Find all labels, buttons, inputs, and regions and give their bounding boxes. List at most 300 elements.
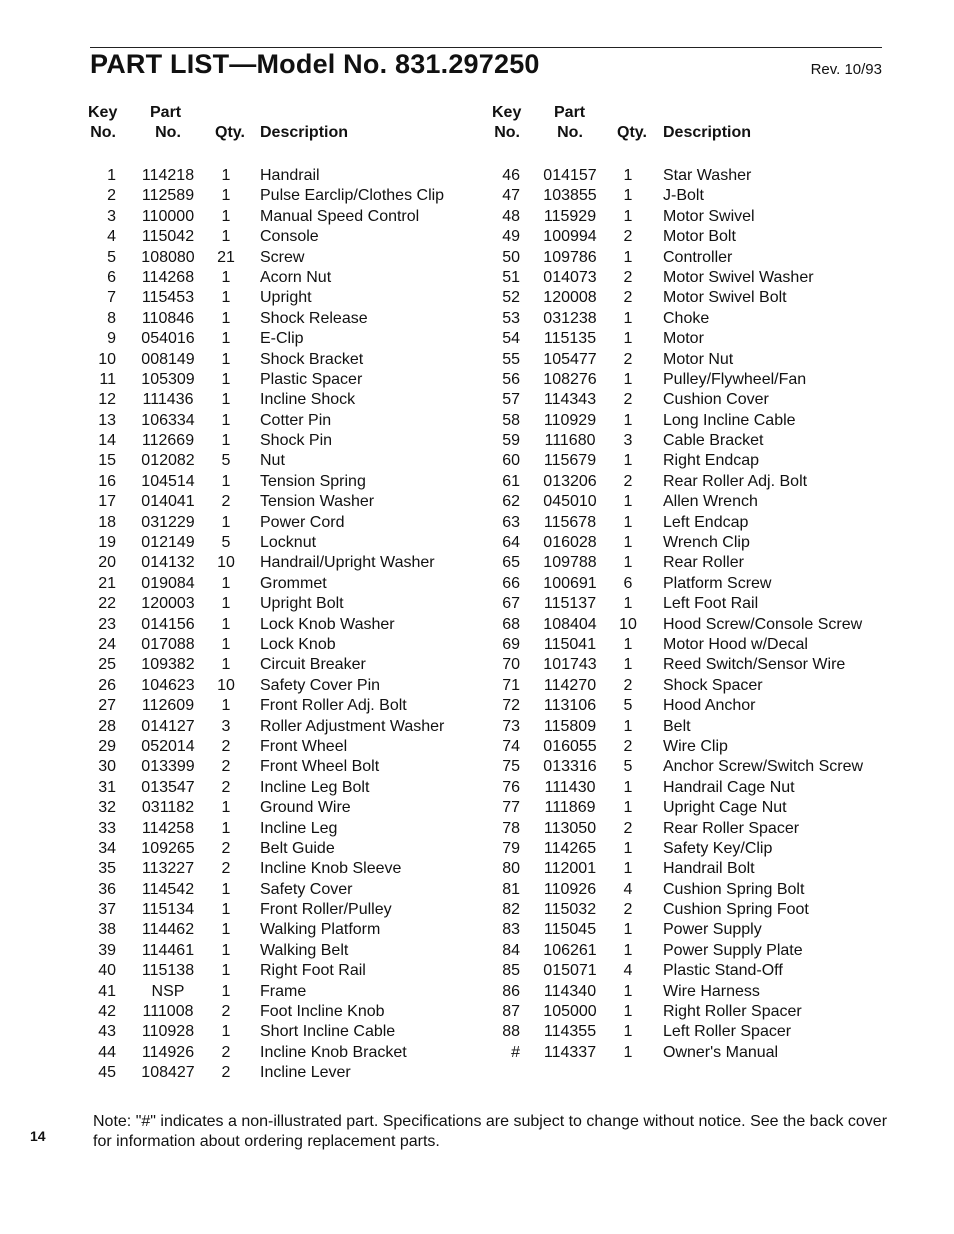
header-part-no: No.: [155, 124, 181, 141]
part-no-cell: 113106: [543, 697, 597, 715]
qty-cell: 1: [221, 901, 231, 919]
part-no-cell: 109786: [543, 248, 597, 266]
part-no-cell: 014127: [141, 717, 195, 735]
part-no-cell: 019084: [141, 574, 195, 592]
description-cell: Acorn Nut: [260, 268, 332, 286]
part-no-cell: 108427: [141, 1064, 195, 1082]
key-no-cell: 69: [502, 635, 520, 653]
qty-cell: 2: [623, 391, 633, 409]
description-cell: Pulley/Flywheel/Fan: [663, 370, 807, 388]
part-no-cell: 014041: [141, 493, 195, 511]
qty-cell: 2: [221, 778, 231, 796]
key-no-cell: 25: [98, 656, 116, 674]
description-cell: Safety Key/Clip: [663, 839, 773, 857]
qty-cell: 1: [221, 289, 231, 307]
qty-cell: 1: [623, 860, 633, 878]
part-no-cell: 110000: [141, 207, 195, 225]
qty-cell: 1: [623, 717, 633, 735]
description-cell: Motor Swivel Washer: [663, 268, 814, 286]
part-no-cell: 115032: [543, 901, 597, 919]
part-no-cell: 104514: [141, 472, 195, 490]
header-qty: Qty.: [617, 124, 647, 141]
qty-cell: 1: [623, 167, 633, 184]
key-no-cell: 73: [502, 717, 520, 735]
description-cell: Anchor Screw/Switch Screw: [663, 758, 864, 776]
key-no-cell: 41: [98, 982, 116, 1000]
part-no-cell: 114270: [543, 676, 597, 694]
part-no-cell: 110846: [141, 309, 195, 327]
key-no-cell: 72: [502, 697, 520, 715]
description-cell: Plastic Spacer: [260, 370, 363, 388]
part-no-cell: 115809: [543, 717, 597, 735]
qty-cell: 1: [221, 432, 231, 450]
qty-cell: 1: [221, 350, 231, 368]
page-title: PART LIST—Model No. 831.297250: [90, 49, 540, 79]
key-no-cell: 84: [502, 941, 520, 959]
part-no-cell: 115042: [141, 228, 195, 246]
description-cell: Left Endcap: [663, 513, 749, 531]
description-cell: Roller Adjustment Washer: [260, 717, 445, 735]
qty-cell: 5: [221, 452, 231, 470]
qty-cell: 1: [221, 391, 231, 409]
key-no-cell: 86: [502, 982, 520, 1000]
part-no-cell: 114461: [141, 941, 195, 959]
qty-cell: 1: [623, 921, 633, 939]
key-no-cell: 47: [502, 187, 520, 205]
part-no-cell: 106261: [543, 941, 597, 959]
part-no-cell: 012149: [141, 534, 195, 552]
description-cell: Handrail/Upright Washer: [260, 554, 435, 572]
part-no-cell: 101743: [543, 656, 597, 674]
qty-cell: 2: [623, 350, 633, 368]
key-no-cell: 71: [502, 676, 520, 694]
part-no-cell: 105477: [543, 350, 597, 368]
key-no-cell: 58: [502, 411, 520, 429]
description-cell: Grommet: [260, 574, 327, 592]
qty-cell: 3: [221, 717, 231, 735]
part-no-cell: 104623: [141, 676, 195, 694]
description-cell: Left Foot Rail: [663, 595, 759, 613]
key-no-cell: 27: [98, 697, 116, 715]
key-no-cell: 31: [98, 778, 116, 796]
part-no-cell: 114355: [543, 1023, 597, 1041]
part-no-cell: 052014: [141, 737, 195, 755]
qty-cell: 1: [623, 941, 633, 959]
description-cell: E-Clip: [260, 330, 304, 348]
part-no-cell: 105000: [543, 1003, 597, 1021]
key-no-cell: 56: [502, 370, 520, 388]
header-qty: Qty.: [215, 124, 245, 141]
part-no-cell: 016055: [543, 737, 597, 755]
description-cell: Power Supply Plate: [663, 941, 803, 959]
header-part: Part: [554, 104, 586, 121]
part-no-cell: 115453: [141, 289, 195, 307]
qty-cell: 1: [221, 1023, 231, 1041]
qty-cell: 5: [623, 697, 633, 715]
key-no-cell: 15: [98, 452, 116, 470]
part-no-cell: 111430: [544, 778, 596, 796]
part-no-cell: 115679: [543, 452, 597, 470]
key-no-cell: 29: [98, 737, 116, 755]
key-no-cell: 59: [502, 432, 520, 450]
part-no-cell: 120003: [141, 595, 195, 613]
qty-cell: 10: [619, 615, 637, 633]
description-cell: Motor Hood w/Decal: [663, 635, 808, 653]
description-cell: Star Washer: [663, 167, 752, 184]
description-cell: Cushion Spring Foot: [663, 901, 809, 919]
part-no-cell: 008149: [141, 350, 195, 368]
qty-cell: 2: [221, 1043, 231, 1061]
key-no-cell: 62: [502, 493, 520, 511]
key-no-cell: 8: [107, 309, 116, 327]
description-cell: Locknut: [260, 534, 317, 552]
part-no-cell: 109382: [141, 656, 195, 674]
description-cell: Platform Screw: [663, 574, 772, 592]
qty-cell: 4: [623, 962, 633, 980]
part-no-cell: 114462: [141, 921, 195, 939]
key-no-cell: 38: [98, 921, 116, 939]
part-no-cell: 109788: [543, 554, 597, 572]
qty-cell: 1: [623, 370, 633, 388]
description-cell: Belt: [663, 717, 691, 735]
part-no-cell: 114265: [543, 839, 597, 857]
part-no-cell: 115041: [543, 635, 597, 653]
qty-cell: 10: [217, 554, 235, 572]
part-no-cell: NSP: [151, 982, 185, 1000]
description-cell: Tension Washer: [260, 493, 375, 511]
header-description: Description: [260, 124, 349, 141]
key-no-cell: 32: [98, 799, 116, 817]
qty-cell: 1: [623, 839, 633, 857]
description-cell: Walking Platform: [260, 921, 381, 939]
qty-cell: 2: [623, 472, 633, 490]
qty-cell: 1: [623, 656, 633, 674]
key-no-cell: 70: [502, 656, 520, 674]
description-cell: Shock Bracket: [260, 350, 364, 368]
part-no-cell: 016028: [543, 534, 597, 552]
part-no-cell: 031238: [543, 309, 597, 327]
description-cell: Rear Roller: [663, 554, 744, 572]
part-no-cell: 110926: [543, 880, 597, 898]
key-no-cell: 40: [98, 962, 116, 980]
qty-cell: 2: [221, 1003, 231, 1021]
key-no-cell: 28: [98, 717, 116, 735]
key-no-cell: 49: [502, 228, 520, 246]
key-no-cell: 34: [98, 839, 116, 857]
description-cell: Shock Release: [260, 309, 368, 327]
part-no-cell: 110928: [141, 1023, 195, 1041]
key-no-cell: 83: [502, 921, 520, 939]
key-no-cell: 24: [98, 635, 116, 653]
key-no-cell: 2: [107, 187, 116, 205]
part-no-cell: 100691: [543, 574, 597, 592]
key-no-cell: 7: [107, 289, 116, 307]
description-cell: Lock Knob Washer: [260, 615, 395, 633]
qty-cell: 6: [623, 574, 633, 592]
key-no-cell: 79: [502, 839, 520, 857]
key-no-cell: 76: [502, 778, 520, 796]
qty-cell: 2: [221, 860, 231, 878]
qty-cell: 1: [221, 228, 231, 246]
key-no-cell: 68: [502, 615, 520, 633]
part-no-cell: 045010: [543, 493, 597, 511]
key-no-cell: 61: [502, 472, 520, 490]
description-cell: Power Cord: [260, 513, 345, 531]
qty-cell: 1: [623, 799, 633, 817]
part-no-cell: 114337: [543, 1043, 597, 1061]
part-no-cell: 114268: [141, 268, 195, 286]
part-no-cell: 115135: [543, 330, 597, 348]
description-cell: Front Wheel Bolt: [260, 758, 380, 776]
description-cell: Console: [260, 228, 319, 246]
key-no-cell: 20: [98, 554, 116, 572]
key-no-cell: 66: [502, 574, 520, 592]
description-cell: Right Endcap: [663, 452, 760, 470]
description-cell: Wire Clip: [663, 737, 728, 755]
part-no-cell: 112609: [141, 697, 195, 715]
qty-cell: 2: [221, 839, 231, 857]
key-no-cell: #: [511, 1043, 520, 1061]
qty-cell: 1: [221, 513, 231, 531]
part-no-cell: 100994: [543, 228, 597, 246]
description-cell: Hood Anchor: [663, 697, 756, 715]
key-no-cell: 9: [107, 330, 116, 348]
header-key-no: No.: [90, 124, 116, 141]
footnote: Note: "#" indicates a non-illustrated part. Specifications are subject to change without notice. See the back cover for information about ordering replacement parts.: [93, 1113, 888, 1150]
key-no-cell: 14: [98, 432, 116, 450]
part-no-cell: 014156: [141, 615, 195, 633]
part-no-cell: 013547: [141, 778, 195, 796]
key-no-cell: 65: [502, 554, 520, 572]
key-no-cell: 55: [502, 350, 520, 368]
qty-cell: 1: [623, 187, 633, 205]
qty-cell: 5: [623, 758, 633, 776]
key-no-cell: 36: [98, 880, 116, 898]
qty-cell: 1: [623, 635, 633, 653]
part-no-cell: 017088: [141, 635, 195, 653]
header-key: Key: [492, 104, 522, 121]
qty-cell: 1: [623, 595, 633, 613]
part-no-cell: 114926: [141, 1043, 195, 1061]
key-no-cell: 22: [98, 595, 116, 613]
description-cell: Handrail Cage Nut: [663, 778, 795, 796]
qty-cell: 1: [221, 941, 231, 959]
key-no-cell: 37: [98, 901, 116, 919]
part-no-cell: 106334: [141, 411, 195, 429]
part-no-cell: 114340: [543, 982, 597, 1000]
qty-cell: 1: [221, 656, 231, 674]
description-cell: Rear Roller Adj. Bolt: [663, 472, 808, 490]
qty-cell: 1: [623, 1003, 633, 1021]
qty-cell: 1: [221, 411, 231, 429]
description-cell: Motor Swivel: [663, 207, 755, 225]
description-cell: Circuit Breaker: [260, 656, 366, 674]
description-cell: Tension Spring: [260, 472, 366, 490]
key-no-cell: 4: [107, 228, 116, 246]
description-cell: Allen Wrench: [663, 493, 758, 511]
key-no-cell: 80: [502, 860, 520, 878]
description-cell: Front Wheel: [260, 737, 348, 755]
key-no-cell: 81: [502, 880, 520, 898]
key-no-cell: 30: [98, 758, 116, 776]
description-cell: Incline Lever: [260, 1064, 351, 1082]
key-no-cell: 17: [98, 493, 116, 511]
description-cell: Incline Leg Bolt: [260, 778, 370, 796]
qty-cell: 2: [623, 289, 633, 307]
key-no-cell: 63: [502, 513, 520, 531]
description-cell: Motor Swivel Bolt: [663, 289, 787, 307]
description-cell: Upright Bolt: [260, 595, 344, 613]
description-cell: Screw: [260, 248, 305, 266]
key-no-cell: 75: [502, 758, 520, 776]
description-cell: Incline Knob Bracket: [260, 1043, 407, 1061]
key-no-cell: 48: [502, 207, 520, 225]
header-part-no: No.: [557, 124, 583, 141]
key-no-cell: 43: [98, 1023, 116, 1041]
key-no-cell: 12: [98, 391, 116, 409]
top-rule: [90, 47, 882, 48]
header-key: Key: [88, 104, 118, 121]
qty-cell: 2: [221, 758, 231, 776]
key-no-cell: 26: [98, 676, 116, 694]
part-no-cell: 111869: [544, 799, 596, 817]
part-no-cell: 110929: [543, 411, 597, 429]
qty-cell: 1: [221, 574, 231, 592]
description-cell: Cushion Spring Bolt: [663, 880, 805, 898]
description-cell: Hood Screw/Console Screw: [663, 615, 863, 633]
qty-cell: 2: [623, 676, 633, 694]
key-no-cell: 53: [502, 309, 520, 327]
part-no-cell: 103855: [543, 187, 597, 205]
description-cell: Cushion Cover: [663, 391, 769, 409]
qty-cell: 4: [623, 880, 633, 898]
qty-cell: 1: [221, 962, 231, 980]
part-no-cell: 112001: [543, 860, 597, 878]
key-no-cell: 11: [99, 370, 116, 388]
part-no-cell: 112669: [141, 432, 195, 450]
description-cell: Incline Leg: [260, 819, 338, 837]
part-no-cell: 111680: [544, 432, 596, 450]
key-no-cell: 13: [98, 411, 116, 429]
qty-cell: 1: [623, 411, 633, 429]
qty-cell: 1: [221, 635, 231, 653]
qty-cell: 1: [221, 982, 231, 1000]
part-no-cell: 115137: [543, 595, 597, 613]
qty-cell: 2: [623, 228, 633, 246]
key-no-cell: 51: [502, 268, 520, 286]
part-no-cell: 115045: [543, 921, 597, 939]
qty-cell: 2: [623, 268, 633, 286]
qty-cell: 1: [623, 1023, 633, 1041]
qty-cell: 1: [221, 697, 231, 715]
qty-cell: 10: [217, 676, 235, 694]
qty-cell: 1: [623, 452, 633, 470]
key-no-cell: 60: [502, 452, 520, 470]
qty-cell: 1: [221, 187, 231, 205]
description-cell: Front Roller Adj. Bolt: [260, 697, 407, 715]
qty-cell: 1: [221, 167, 231, 184]
key-no-cell: 46: [502, 167, 520, 184]
key-no-cell: 16: [98, 472, 116, 490]
part-no-cell: 108080: [141, 248, 195, 266]
qty-cell: 1: [221, 595, 231, 613]
description-cell: Upright Cage Nut: [663, 799, 787, 817]
part-no-cell: 108404: [543, 615, 597, 633]
part-no-cell: 012082: [141, 452, 195, 470]
description-cell: Motor Bolt: [663, 228, 736, 246]
part-no-cell: 111008: [142, 1003, 194, 1021]
qty-cell: 2: [623, 819, 633, 837]
qty-cell: 1: [623, 982, 633, 1000]
qty-cell: 1: [623, 330, 633, 348]
description-cell: Owner's Manual: [663, 1043, 779, 1061]
key-no-cell: 57: [502, 391, 520, 409]
description-cell: Choke: [663, 309, 710, 327]
qty-cell: 1: [221, 330, 231, 348]
description-cell: Wire Harness: [663, 982, 760, 1000]
part-no-cell: 112589: [141, 187, 195, 205]
description-cell: Upright: [260, 289, 312, 307]
description-cell: Right Foot Rail: [260, 962, 366, 980]
description-cell: Cable Bracket: [663, 432, 764, 450]
description-cell: Front Roller/Pulley: [260, 901, 392, 919]
qty-cell: 1: [623, 493, 633, 511]
key-no-cell: 23: [98, 615, 116, 633]
revision-label: Rev. 10/93: [810, 61, 882, 78]
key-no-cell: 88: [502, 1023, 520, 1041]
qty-cell: 1: [623, 1043, 633, 1061]
description-cell: Power Supply: [663, 921, 762, 939]
key-no-cell: 19: [98, 534, 116, 552]
qty-cell: 1: [623, 778, 633, 796]
part-no-cell: 114258: [141, 819, 195, 837]
qty-cell: 1: [221, 309, 231, 327]
description-cell: Plastic Stand-Off: [663, 962, 783, 980]
description-cell: Lock Knob: [260, 635, 336, 653]
description-cell: Manual Speed Control: [260, 207, 420, 225]
description-cell: Nut: [260, 452, 285, 470]
key-no-cell: 54: [502, 330, 520, 348]
key-no-cell: 5: [107, 248, 116, 266]
key-no-cell: 39: [98, 941, 116, 959]
part-no-cell: 013206: [543, 472, 597, 490]
part-no-cell: 115134: [141, 901, 195, 919]
key-no-cell: 1: [107, 167, 116, 184]
qty-cell: 1: [221, 799, 231, 817]
qty-cell: 1: [623, 309, 633, 327]
qty-cell: 2: [623, 737, 633, 755]
key-no-cell: 21: [98, 574, 116, 592]
description-cell: Incline Shock: [260, 391, 356, 409]
qty-cell: 1: [221, 819, 231, 837]
key-no-cell: 87: [502, 1003, 520, 1021]
qty-cell: 1: [221, 472, 231, 490]
page-number: 14: [30, 1128, 46, 1144]
description-cell: Motor Nut: [663, 350, 734, 368]
part-no-cell: 054016: [141, 330, 195, 348]
key-no-cell: 50: [502, 248, 520, 266]
qty-cell: 21: [217, 248, 235, 266]
description-cell: Incline Knob Sleeve: [260, 860, 402, 878]
key-no-cell: 52: [502, 289, 520, 307]
part-no-cell: 105309: [141, 370, 195, 388]
key-no-cell: 67: [502, 595, 520, 613]
qty-cell: 5: [221, 534, 231, 552]
key-no-cell: 18: [98, 513, 116, 531]
key-no-cell: 6: [107, 268, 116, 286]
description-cell: Long Incline Cable: [663, 411, 796, 429]
description-cell: Ground Wire: [260, 799, 351, 817]
